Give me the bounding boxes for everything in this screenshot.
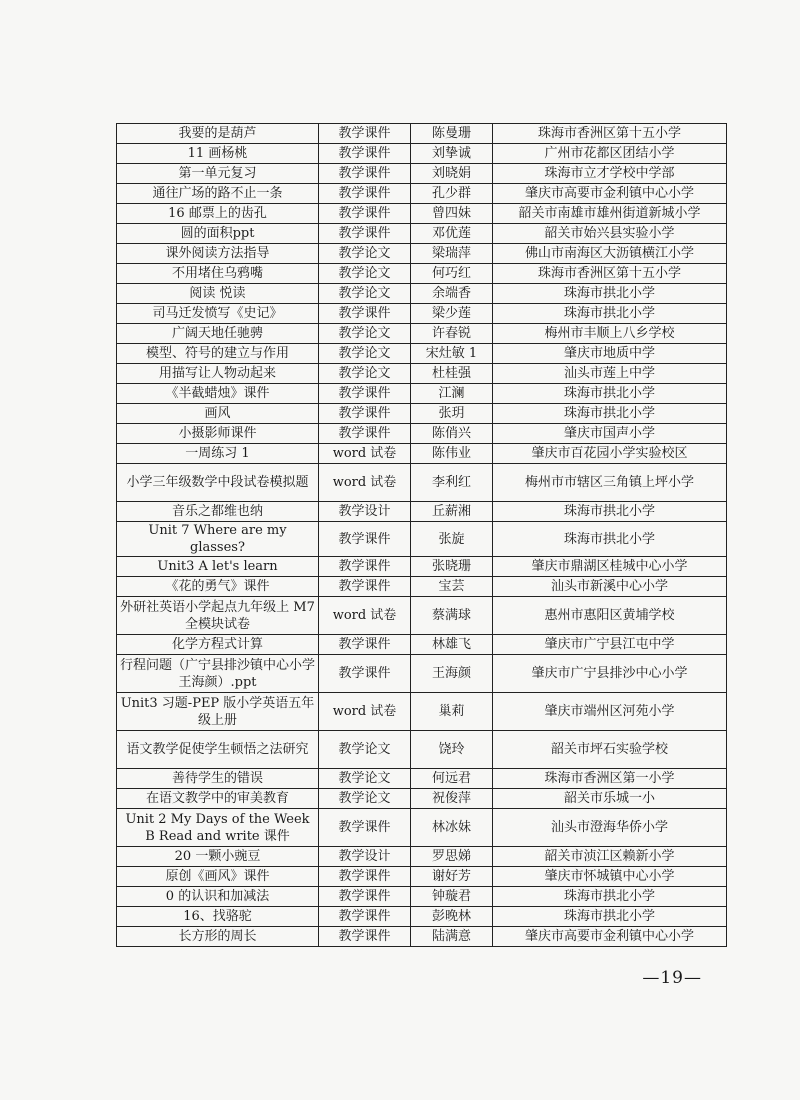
work-type-cell: word 试卷 [319,444,411,464]
author-cell: 陈俏兴 [411,424,493,444]
author-cell: 许春锐 [411,324,493,344]
work-title-cell: 行程问题（广宁县排沙镇中心小学 王海颜）.ppt [117,655,319,693]
author-cell: 梁少莲 [411,304,493,324]
table-row [117,887,727,907]
work-type-cell: 教学课件 [319,164,411,184]
author-cell: 孔少群 [411,184,493,204]
table-row [117,769,727,789]
table-row [117,635,727,655]
author-cell: 张玥 [411,404,493,424]
work-title-cell: 阅读 悦读 [117,284,319,304]
school-cell: 韶关市始兴县实验小学 [493,224,727,244]
work-type-cell: 教学课件 [319,224,411,244]
work-type-cell: 教学课件 [319,184,411,204]
school-cell: 韶关市浈江区赖新小学 [493,847,727,867]
author-cell: 余端香 [411,284,493,304]
work-type-cell: 教学设计 [319,502,411,522]
work-title-cell: 0 的认识和加减法 [117,887,319,907]
author-cell: 王海颜 [411,655,493,693]
author-cell: 陈曼珊 [411,124,493,144]
table-row [117,424,727,444]
author-cell: 曾四妹 [411,204,493,224]
work-type-cell: 教学论文 [319,789,411,809]
work-type-cell: 教学论文 [319,364,411,384]
table-row [117,867,727,887]
table-row [117,164,727,184]
work-type-cell: 教学论文 [319,324,411,344]
work-type-cell: word 试卷 [319,693,411,731]
work-title-cell: 善待学生的错误 [117,769,319,789]
school-cell: 珠海市拱北小学 [493,384,727,404]
work-type-cell: 教学课件 [319,887,411,907]
author-cell: 何远君 [411,769,493,789]
work-title-cell: Unit3 A let's learn [117,557,319,577]
table-row [117,927,727,947]
work-title-cell: 《半截蜡烛》课件 [117,384,319,404]
work-title-cell: 《花的勇气》课件 [117,577,319,597]
author-cell: 刘晓娟 [411,164,493,184]
table-row [117,404,727,424]
school-cell: 珠海市立才学校中学部 [493,164,727,184]
table-row [117,304,727,324]
school-cell: 珠海市香洲区第十五小学 [493,264,727,284]
table-row [117,907,727,927]
work-title-cell: 一周练习 1 [117,444,319,464]
work-title-cell: 外研社英语小学起点九年级上 M7 全模块试卷 [117,597,319,635]
work-type-cell: 教学课件 [319,557,411,577]
author-cell: 宋灶敏 1 [411,344,493,364]
table-row [117,124,727,144]
author-cell: 罗思娣 [411,847,493,867]
table-row [117,324,727,344]
table-row [117,731,727,769]
school-cell: 珠海市拱北小学 [493,887,727,907]
table-row [117,577,727,597]
table-row [117,284,727,304]
table-row [117,502,727,522]
author-cell: 杜桂强 [411,364,493,384]
school-cell: 肇庆市广宁县江屯中学 [493,635,727,655]
work-title-cell: 第一单元复习 [117,164,319,184]
table-row [117,557,727,577]
author-cell: 李利红 [411,464,493,502]
table-row [117,464,727,502]
work-type-cell: 教学课件 [319,404,411,424]
table-row [117,522,727,557]
table-row [117,224,727,244]
school-cell: 珠海市拱北小学 [493,502,727,522]
school-cell: 肇庆市地质中学 [493,344,727,364]
work-type-cell: 教学课件 [319,635,411,655]
table-row [117,184,727,204]
school-cell: 肇庆市国声小学 [493,424,727,444]
author-cell: 张旋 [411,522,493,557]
work-type-cell: 教学论文 [319,264,411,284]
author-cell: 祝俊萍 [411,789,493,809]
award-list-body [117,124,727,947]
school-cell: 韶关市乐城一小 [493,789,727,809]
author-cell: 陆满意 [411,927,493,947]
school-cell: 惠州市惠阳区黄埔学校 [493,597,727,635]
work-title-cell: 11 画杨桃 [117,144,319,164]
work-title-cell: 广阔天地任驰骋 [117,324,319,344]
table-row [117,364,727,384]
school-cell: 汕头市莲上中学 [493,364,727,384]
author-cell: 丘薪湘 [411,502,493,522]
work-title-cell: 用描写让人物动起来 [117,364,319,384]
author-cell: 刘挚诚 [411,144,493,164]
work-title-cell: 我要的是葫芦 [117,124,319,144]
school-cell: 汕头市澄海华侨小学 [493,809,727,847]
school-cell: 广州市花都区团结小学 [493,144,727,164]
work-title-cell: 司马迁发愤写《史记》 [117,304,319,324]
work-type-cell: 教学论文 [319,344,411,364]
school-cell: 肇庆市高要市金利镇中心小学 [493,927,727,947]
work-type-cell: 教学课件 [319,809,411,847]
author-cell: 巢莉 [411,693,493,731]
school-cell: 珠海市拱北小学 [493,522,727,557]
work-type-cell: 教学课件 [319,424,411,444]
work-title-cell: 课外阅读方法指导 [117,244,319,264]
work-type-cell: 教学课件 [319,204,411,224]
work-title-cell: 16 邮票上的齿孔 [117,204,319,224]
work-title-cell: 16、找骆驼 [117,907,319,927]
work-type-cell: 教学论文 [319,731,411,769]
work-type-cell: 教学课件 [319,867,411,887]
school-cell: 肇庆市高要市金利镇中心小学 [493,184,727,204]
work-type-cell: 教学课件 [319,655,411,693]
page-number: —19— [642,968,702,988]
school-cell: 肇庆市广宁县排沙中心小学 [493,655,727,693]
table-row [117,244,727,264]
work-title-cell: 小摄影师课件 [117,424,319,444]
school-cell: 韶关市南雄市雄州街道新城小学 [493,204,727,224]
work-title-cell: Unit3 习题-PEP 版小学英语五年级上册 [117,693,319,731]
school-cell: 汕头市新溪中心小学 [493,577,727,597]
author-cell: 陈伟业 [411,444,493,464]
school-cell: 韶关市坪石实验学校 [493,731,727,769]
work-type-cell: 教学论文 [319,769,411,789]
author-cell: 谢好芳 [411,867,493,887]
author-cell: 林冰妹 [411,809,493,847]
work-title-cell: 20 一颗小豌豆 [117,847,319,867]
author-cell: 林雄飞 [411,635,493,655]
work-title-cell: 在语文教学中的审美教育 [117,789,319,809]
work-title-cell: 原创《画风》课件 [117,867,319,887]
author-cell: 钟璇君 [411,887,493,907]
work-type-cell: 教学论文 [319,244,411,264]
author-cell: 梁瑞萍 [411,244,493,264]
work-type-cell: 教学设计 [319,847,411,867]
work-title-cell: 小学三年级数学中段试卷模拟题 [117,464,319,502]
work-type-cell: 教学课件 [319,907,411,927]
work-title-cell: Unit 2 My Days of the Week B Read and write 课件 [117,809,319,847]
table-row [117,847,727,867]
school-cell: 珠海市拱北小学 [493,304,727,324]
work-title-cell: 圆的面积ppt [117,224,319,244]
author-cell: 张晓珊 [411,557,493,577]
work-type-cell: 教学课件 [319,522,411,557]
table-row [117,789,727,809]
author-cell: 何巧红 [411,264,493,284]
author-cell: 饶玲 [411,731,493,769]
table-row [117,655,727,693]
table-row [117,204,727,224]
award-list-table [116,123,727,947]
work-title-cell: 画风 [117,404,319,424]
author-cell: 邓优莲 [411,224,493,244]
school-cell: 肇庆市怀城镇中心小学 [493,867,727,887]
table-row [117,144,727,164]
school-cell: 珠海市香洲区第十五小学 [493,124,727,144]
school-cell: 梅州市丰顺上八乡学校 [493,324,727,344]
work-type-cell: 教学课件 [319,304,411,324]
work-title-cell: 音乐之都维也纳 [117,502,319,522]
school-cell: 肇庆市端州区河苑小学 [493,693,727,731]
work-title-cell: Unit 7 Where are my glasses? [117,522,319,557]
work-title-cell: 长方形的周长 [117,927,319,947]
table-row [117,344,727,364]
work-type-cell: 教学课件 [319,927,411,947]
work-type-cell: 教学课件 [319,384,411,404]
school-cell: 珠海市拱北小学 [493,284,727,304]
table-row [117,264,727,284]
school-cell: 珠海市香洲区第一小学 [493,769,727,789]
author-cell: 蔡满球 [411,597,493,635]
author-cell: 彭晚林 [411,907,493,927]
work-title-cell: 语文教学促使学生顿悟之法研究 [117,731,319,769]
school-cell: 珠海市拱北小学 [493,404,727,424]
author-cell: 江澜 [411,384,493,404]
school-cell: 梅州市市辖区三角镇上坪小学 [493,464,727,502]
work-type-cell: word 试卷 [319,597,411,635]
school-cell: 珠海市拱北小学 [493,907,727,927]
table-row [117,384,727,404]
work-type-cell: 教学课件 [319,577,411,597]
school-cell: 肇庆市鼎湖区桂城中心小学 [493,557,727,577]
work-type-cell: 教学课件 [319,124,411,144]
table-row [117,444,727,464]
work-title-cell: 模型、符号的建立与作用 [117,344,319,364]
work-type-cell: 教学论文 [319,284,411,304]
school-cell: 佛山市南海区大沥镇横江小学 [493,244,727,264]
table-row [117,597,727,635]
table-row [117,693,727,731]
work-type-cell: 教学课件 [319,144,411,164]
author-cell: 宝芸 [411,577,493,597]
work-title-cell: 通往广场的路不止一条 [117,184,319,204]
school-cell: 肇庆市百花园小学实验校区 [493,444,727,464]
work-type-cell: word 试卷 [319,464,411,502]
work-title-cell: 不用堵住乌鸦嘴 [117,264,319,284]
work-title-cell: 化学方程式计算 [117,635,319,655]
table-row [117,809,727,847]
